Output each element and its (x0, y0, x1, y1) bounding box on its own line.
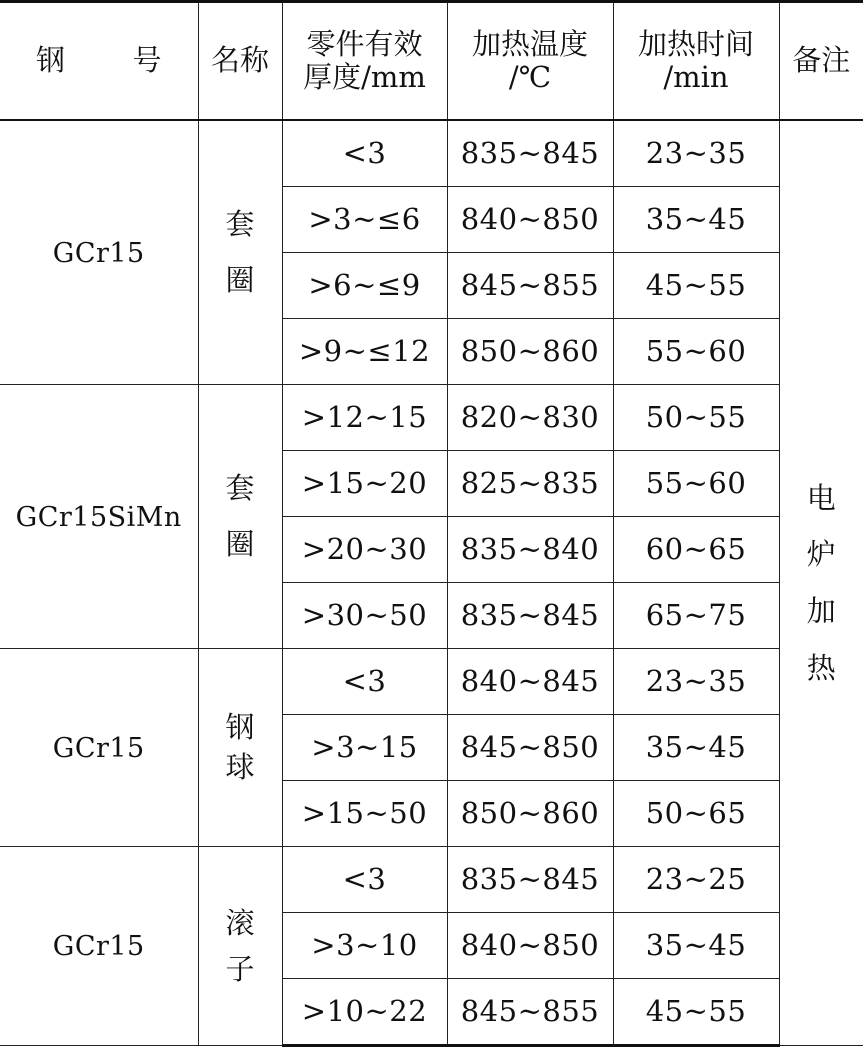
temperature-value: 840~850 (460, 927, 600, 962)
temperature-value: 840~845 (460, 663, 600, 698)
temperature-value: 820~830 (460, 399, 600, 434)
thickness-cell (282, 913, 447, 979)
grade-text: GCr15SiMn (15, 501, 182, 533)
time-value: 23~25 (645, 861, 747, 896)
time-value: 60~65 (645, 531, 747, 566)
thickness-cell (282, 120, 447, 187)
temperature-cell (447, 781, 613, 847)
temperature-cell (447, 385, 613, 451)
thickness-value: <3 (342, 663, 387, 698)
header-row (0, 2, 863, 121)
temperature-cell (447, 649, 613, 715)
header-temperature-line2: /℃ (508, 60, 552, 94)
time-value: 35~45 (645, 201, 747, 236)
time-cell (613, 120, 779, 187)
temperature-value: 835~845 (460, 861, 600, 896)
time-value: 23~35 (645, 135, 747, 170)
thickness-cell (282, 583, 447, 649)
header-time-line1: 加热时间 (637, 26, 754, 61)
header-time (613, 2, 779, 121)
part-name-cell (198, 649, 282, 847)
time-value: 45~55 (645, 267, 747, 302)
time-value: 50~65 (645, 795, 747, 830)
thickness-cell (282, 715, 447, 781)
table-row (0, 847, 863, 913)
time-value: 55~60 (645, 333, 747, 368)
thickness-value: <3 (342, 861, 387, 896)
thickness-value: <3 (342, 135, 387, 170)
thickness-cell (282, 979, 447, 1046)
thickness-value: >20~30 (301, 531, 428, 566)
time-value: 45~55 (645, 993, 747, 1028)
temperature-cell (447, 847, 613, 913)
thickness-cell (282, 517, 447, 583)
time-cell (613, 979, 779, 1046)
note-char: 热 (806, 650, 836, 685)
thickness-value: >3~≤6 (308, 201, 421, 236)
temperature-value: 835~840 (460, 531, 600, 566)
grade-cell (0, 649, 198, 847)
header-time-line2: /min (663, 60, 729, 94)
note-char: 电 (806, 480, 836, 515)
time-cell (613, 517, 779, 583)
thickness-value: >6~≤9 (308, 267, 421, 302)
time-value: 65~75 (645, 597, 747, 632)
header-note: 备注 (779, 2, 863, 121)
thickness-value: >3~15 (311, 729, 418, 764)
grade-text: GCr15 (52, 931, 145, 963)
temperature-value: 850~860 (460, 795, 600, 830)
thickness-cell (282, 319, 447, 385)
thickness-cell (282, 649, 447, 715)
table-row (0, 120, 863, 187)
temperature-cell (447, 979, 613, 1046)
temperature-value: 850~860 (460, 333, 600, 368)
thickness-cell (282, 781, 447, 847)
part-name-char: 钢 (225, 710, 255, 745)
thickness-value: >30~50 (301, 597, 428, 632)
thickness-value: >3~10 (311, 927, 418, 962)
temperature-cell (447, 583, 613, 649)
header-thickness (282, 2, 447, 121)
time-value: 35~45 (645, 927, 747, 962)
temperature-cell (447, 913, 613, 979)
table-row (0, 649, 863, 715)
grade-cell (0, 847, 198, 1046)
temperature-value: 845~850 (460, 729, 600, 764)
header-grade-right: 号 (132, 43, 162, 78)
time-value: 50~55 (645, 399, 747, 434)
time-value: 23~35 (645, 663, 747, 698)
part-name-cell (198, 847, 282, 1046)
temperature-cell (447, 715, 613, 781)
part-name-char: 子 (225, 952, 255, 986)
temperature-value: 845~855 (460, 267, 600, 302)
header-thickness-line1: 零件有效 (306, 26, 423, 61)
time-cell (613, 451, 779, 517)
temperature-cell (447, 451, 613, 517)
part-name-char: 圈 (225, 526, 255, 561)
temperature-value: 840~850 (460, 201, 600, 236)
header-temperature-line1: 加热温度 (471, 26, 588, 61)
thickness-cell (282, 253, 447, 319)
thickness-cell (282, 847, 447, 913)
note-cell (779, 120, 863, 1046)
temperature-cell (447, 253, 613, 319)
note-char: 加 (806, 594, 836, 628)
header-name: 名称 (198, 2, 282, 121)
note-char: 炉 (806, 537, 836, 572)
part-name-char: 滚 (225, 905, 255, 940)
thickness-value: >15~20 (301, 465, 428, 500)
header-grade-left: 钢 (36, 43, 66, 78)
temperature-cell (447, 187, 613, 253)
time-cell (613, 253, 779, 319)
time-cell (613, 913, 779, 979)
temperature-value: 835~845 (460, 135, 600, 170)
time-cell (613, 649, 779, 715)
temperature-value: 845~855 (460, 993, 600, 1028)
part-name-char: 套 (225, 471, 255, 506)
time-cell (613, 847, 779, 913)
time-cell (613, 715, 779, 781)
table-row (0, 385, 863, 451)
thickness-value: >10~22 (301, 993, 428, 1028)
time-cell (613, 385, 779, 451)
temperature-cell (447, 319, 613, 385)
temperature-cell (447, 120, 613, 187)
part-name-cell (198, 385, 282, 649)
grade-cell (0, 385, 198, 649)
thickness-cell (282, 187, 447, 253)
header-grade (0, 2, 198, 121)
time-cell (613, 583, 779, 649)
grade-cell (0, 120, 198, 385)
time-cell (613, 781, 779, 847)
time-value: 35~45 (645, 729, 747, 764)
thickness-value: >15~50 (301, 795, 428, 830)
grade-text: GCr15 (52, 237, 145, 269)
temperature-value: 835~845 (460, 597, 600, 632)
part-name-char: 套 (225, 207, 255, 242)
part-name-char: 圈 (225, 262, 255, 297)
part-name-cell (198, 120, 282, 385)
thickness-value: >12~15 (301, 399, 428, 434)
time-value: 55~60 (645, 465, 747, 500)
thickness-cell (282, 451, 447, 517)
grade-text: GCr15 (52, 732, 145, 764)
temperature-cell (447, 517, 613, 583)
header-temperature (447, 2, 613, 121)
part-name-char: 球 (225, 749, 255, 784)
thickness-cell (282, 385, 447, 451)
thickness-value: >9~≤12 (298, 333, 431, 368)
temperature-value: 825~835 (460, 465, 600, 500)
time-cell (613, 319, 779, 385)
header-thickness-line2: 厚度/mm (303, 60, 426, 94)
time-cell (613, 187, 779, 253)
